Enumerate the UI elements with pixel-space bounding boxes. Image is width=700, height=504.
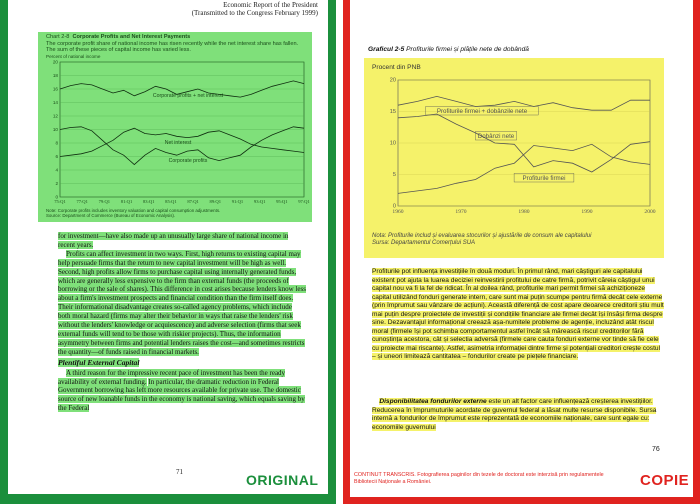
report-title: Economic Report of the President [223,1,318,9]
x-tick-label: 83:Q1 [142,199,155,205]
original-panel [0,0,336,504]
y-tick-label: 12 [52,113,58,119]
original-chart-source: Source: Department of Commerce (Bureau of Economic Analysis). [46,213,176,219]
original-para-1 [58,232,306,250]
copy-para-2-bold: Disponibilitatea fondurilor externe [379,398,487,405]
y-tick-label: 16 [52,86,58,92]
y-tick-label: 0 [55,194,58,200]
x-tick-label: 85:Q1 [165,199,177,205]
y-tick-label: 10 [389,140,396,147]
copy-chart [364,58,664,258]
x-tick-label: 1970 [455,209,467,216]
original-para-2-text: Profits can affect investment in two ways. First, high returns to existing capital may help persuade firms that the return to new capital investment will be high as well. Second, high profits allow firms to purchase capital using internally generated funds, which are generally less expensive to the firm than external funds (the proceeds of borrowing or the sale of shares). This difference in cost arises because lenders know less about a firm's investment prospects and financial condition than the firm itself does. Their informational disadvantage creates so-called agency problems, which include both moral hazard (firms may alter their behavior in ways that raise the lenders' risk without the lenders' knowledge or acquiescence) and adverse selection (firms that seek external funds will tend to be those with riskier projects). Thus, the information asymmetry between firms and potential lenders raises the cost—and sometimes restricts the quantity—of funds raised in financial markets. [58,249,306,356]
original-para-2 [58,250,306,357]
series-line-1 [398,144,650,193]
copy-para-1-text: Profiturile pot influența investițiile în două moduri. În primul rând, mari câștiguri ale capitalului existent pot ajuta la luarea deciziei reinvestirii profitului de catre firmă, potrivit căreia câștigul unui capital nou va fi la fel de ridicat. În al doilea rând, profiturile mari permit firmei să achiziționeze capital utilizând fonduri generate intern, care sunt mai puțin scumpe pentru firmă decât cele externe (prin împrumut sau vânzare de acțiuni). Această diferență de cost apare deoarece creditorii știu mult mai puțin despre proiectele de investiții și condițiile financiare ale firmei decât își însăși firma despre sine. Dezavantajul informațional creează așa-numitele probleme de agenție, incluzând atât riscul moral (firmele își pot schimba comportamentul astfel încât să mărească riscul creditorilor fără cunoștința acestora, cât și selectia adversă (firmele care cauta fonduri externe vor tinde să fie cele cu proiecte mai riscante). Astfel, asimetria informației dintre firme și potențiali creditori crește costul – și uneori limitează cantitatea – fondurilor create pe piețele financiare. [372,268,664,360]
copy-para-2-wrap [372,398,656,431]
report-header [192,1,318,17]
x-tick-label: 2000 [644,209,656,216]
copy-para-2 [372,398,664,432]
report-subtitle: (Transmitted to the Congress February 1999) [191,9,318,17]
x-tick-label: 95:Q1 [276,199,288,205]
x-tick-label: 1980 [518,209,530,216]
original-subheading-text: Plentiful External Capital [58,357,140,367]
original-chart-note [46,208,308,218]
original-para-3a-text: A third reason for the impressive recent pace of investment has been the ready availability of external funding. [58,368,286,386]
copy-line-chart [364,58,664,258]
original-page-number: 71 [176,468,183,476]
copy-chart-note [372,233,660,247]
x-tick-label: 77:Q1 [76,199,88,205]
y-tick-label: 10 [52,127,58,132]
original-chart-heading: Corporate Profits and Net Interest Payments [72,34,191,40]
x-tick-label: 1960 [392,209,404,216]
y-tick-label: 4 [55,167,58,173]
x-tick-label: 75:Q1 [54,199,66,205]
series-label: Profiturile firmei [522,175,566,182]
copy-chart-label: Graficul 2-5 [368,46,405,53]
copy-panel [343,0,700,504]
x-tick-label: 1990 [581,209,593,216]
y-tick-label: 5 [392,172,396,178]
original-chart-unit: Percent of national income [46,54,101,59]
copy-chart-title [368,46,529,53]
original-chart-subtitle: The corporate profit share of national income has risen recently while the net interest share has fallen. The sum of these pieces of capital income has varied less. [46,40,299,53]
y-tick-label: 8 [55,140,58,146]
original-chart [38,32,312,222]
y-tick-label: 14 [52,100,58,105]
copy-page-number: 76 [652,446,660,453]
x-tick-label: 87:Q1 [187,199,199,205]
original-para-3b-text: In particular, the dramatic reduction in Federal Government borrowing has left more resources available for private use. The domestic source of new loanable funds in the economy is national saving, which equals saving by the Federal [58,377,305,413]
original-chart-note-1: Note: Corporate profits includes inventory valuation and capital consumption adjustments. [46,208,221,213]
y-tick-label: 20 [52,59,58,65]
original-subheading [58,359,306,368]
panel-divider [336,0,343,504]
x-tick-label: 79:Q1 [98,199,111,205]
original-para-1-text: for investment—have also made up an unusually large share of national income in recent years. [58,232,289,249]
x-tick-label: 91:Q1 [231,199,244,205]
original-chart-label: Chart 2-8 [46,34,70,40]
copy-page [350,0,693,497]
original-body [58,232,306,413]
copy-stamp: COPIE [640,472,690,489]
y-tick-label: 2 [55,181,58,186]
series-label: Corporate profits + net interest [152,93,224,99]
series-label: Profiturile firmei + dobânzile nete [436,108,528,115]
x-tick-label: 89:Q1 [209,199,222,205]
copy-para-2-text: este un alt factor care influențează creșterea investițiilor. Reducerea în împrumuturile acordate de guvernul federal a lăsat multe resurse disponibile. Sursa internă a fondurilor de împrumut este reprezentată de economiile naționale, care sunt egale cu: economiile guvernului [372,398,657,431]
original-page [8,0,328,494]
copy-chart-unit: Procent din PNB [372,64,421,71]
copy-chart-source: Sursa: Departamentul Comerțului SUA [372,240,476,247]
copy-chart-heading: Profiturile firmei și plățile nete de dobândă [406,46,529,53]
y-tick-label: 18 [52,73,58,78]
copy-para-1 [372,268,664,362]
series-label: Corporate profits [168,158,208,164]
y-tick-label: 6 [55,154,58,159]
series-label: Net interest [164,140,192,146]
x-tick-label: 97:Q1 [298,199,310,205]
x-tick-label: 81:Q1 [120,199,133,205]
y-tick-label: 20 [389,77,396,84]
original-stamp: ORIGINAL [246,472,319,488]
original-para-3 [58,369,306,414]
y-tick-label: 15 [389,109,396,115]
series-label: Dobânzi nete [477,133,515,140]
original-line-chart [38,32,312,222]
copy-chart-note-1: Nota: Profiturile includ și evaluarea stocurilor și ajustările de consum ale capitalului [372,233,592,239]
copy-footer: CONTINUT TRANSCRIS. Fotografierea paginilor din tezele de doctorat este interzisă prin regulamentele Bibliotecii Naționale a României. [354,472,604,485]
y-tick-label: 0 [392,203,396,210]
x-tick-label: 93:Q1 [253,199,266,205]
